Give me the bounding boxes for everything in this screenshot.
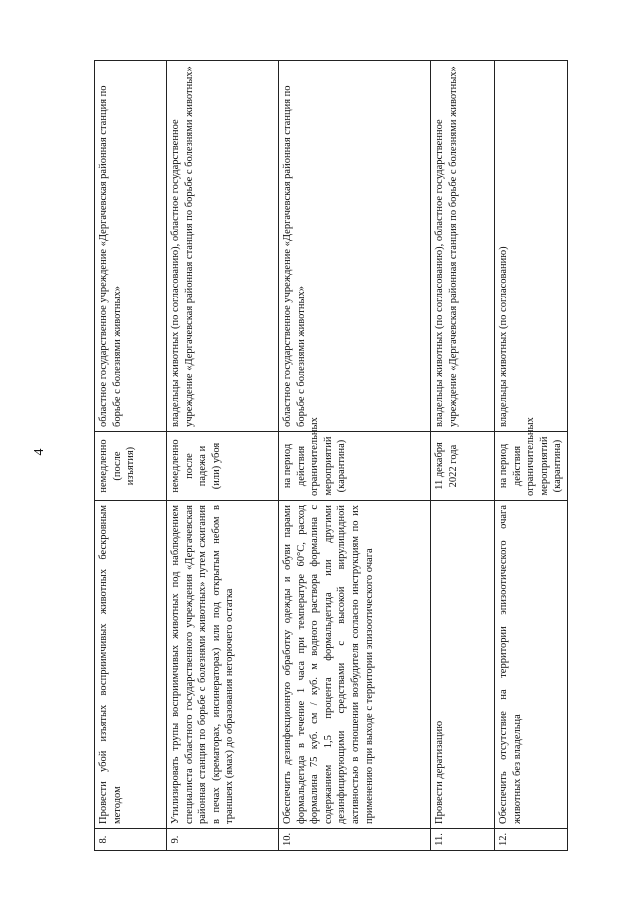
row-number: 10.	[279, 829, 431, 851]
measure-responsible: владельцы животных (по согласованию), областное государственное учреждение «Дергачевская районная станция по борьбе с болезнями животных»	[431, 61, 495, 432]
row-number: 12.	[495, 829, 568, 851]
row-number: 11.	[431, 829, 495, 851]
table-row	[167, 61, 279, 851]
measure-responsible: областное государственное учреждение «Дергачевская районная станция по борьбе с болезнями животных»	[279, 61, 431, 432]
measure-term: на период действия ограничительных мероприятий (карантина)	[279, 432, 431, 501]
measure-responsible: владельцы животных (по согласованию), областное государственное учреждение «Дергачевская районная станция по борьбе с болезнями животных»	[167, 61, 279, 432]
measure-description: Провести убой изъятых восприимчивых животных бескровным методом	[95, 501, 167, 829]
measure-responsible: владельцы животных (по согласованию)	[495, 61, 568, 432]
measure-description: Обеспечить отсутствие на территории эпизоотического очага животных без владельца	[495, 501, 568, 829]
table-row	[431, 61, 495, 851]
measure-description: Утилизировать трупы восприимчивых животных под наблюдением специалиста областного государственного учреждения «Дергачевская районная станция по борьбе с болезнями животных» путем сжигания в печах (крематорах, инсинераторах) или под открытым небом в траншеях (ямах) до образования негорючего остатка	[167, 501, 279, 829]
measures-table	[94, 60, 568, 851]
page-number: 4	[32, 448, 47, 456]
measure-description: Провести дератизацию	[431, 501, 495, 829]
rotated-table-wrapper	[94, 61, 564, 851]
row-number: 8.	[95, 829, 167, 851]
measure-term: 11 декабря 2022 года	[431, 432, 495, 501]
table-row	[495, 61, 568, 851]
measure-term: на период действия ограничительных мероприятий (карантина)	[495, 432, 568, 501]
measure-responsible: областное государственное учреждение «Дергачевская районная станция по борьбе с болезнями животных»	[95, 61, 167, 432]
table-row	[95, 61, 167, 851]
measure-term: немедленно (после изъятия)	[95, 432, 167, 501]
row-number: 9.	[167, 829, 279, 851]
measure-description: Обеспечить дезинфекционную обработку одежды и обуви парами формальдегида в течение 1 часа при температуре 60°С, расход формалина 75 куб. см / куб. м водного раствора формалина с содержанием 1,5 процента формальдегида или другими дезинфицирующими средствами с высокой вирулицидной активностью в отношении возбудителя согласно инструкциям по их применению при выходе с территории эпизоотического очага	[279, 501, 431, 829]
measure-term: немедленно после падежа и (или) убоя	[167, 432, 279, 501]
table-row	[279, 61, 431, 851]
